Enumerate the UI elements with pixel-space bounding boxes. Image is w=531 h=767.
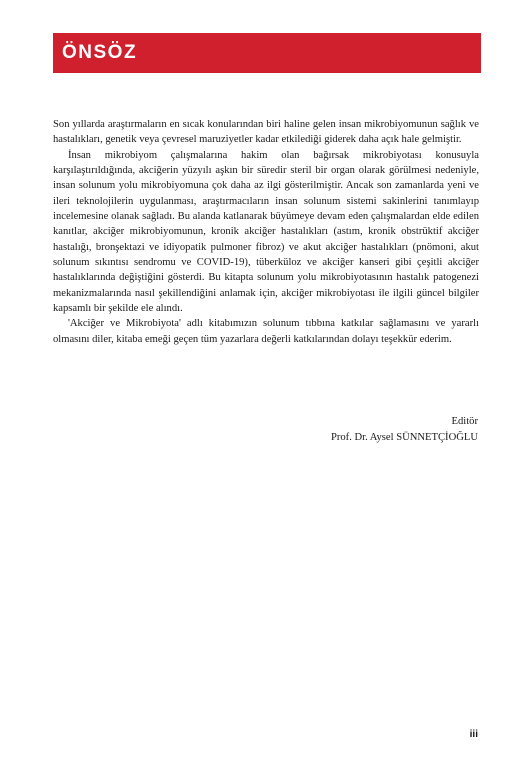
paragraph-2: İnsan mikrobiyom çalışmalarına hakim olan bağırsak mikrobiyotası konusuyla karşılaştırıldığında, akciğerin yüzyılı aşkın bir süredir steril bir organ olarak görülmesi nedeniyle, insan solunum yolu mikrobiyomuna çok daha az ilgi gösterilmiştir. Ancak son zamanlarda yeni ve ileri teknolojilerin uygulanması, araştırmacıların insan solunum sistemi sakinlerini tanımlayıp incelemesine olanak sağladı. Bu alanda katlanarak büyümeye devam eden çalışmalardan elde edilen kanıtlar, akciğer mikrobiyomunun, kronik akciğer hastalıkları (astım, kronik obstrüktif akciğer hastalığı, bronşektazi ve idiyopatik pulmoner fibroz) ve akut akciğer hastalıkları (pnömoni, akut solunum sıkıntısı sendromu ve COVID-19), tüberküloz ve akciğer kanseri gibi çeşitli akciğer hastalıklarında değiştiğini gösterdi. Bu kitapta solunum yolu mikrobiyotasının hastalık patogenezi mekanizmalarında nasıl şekillendiğini anlamak için, akciğer mikrobiyotası ile ilgili güncel bilgiler kapsamlı bir şekilde ele alındı. xyxy=(53,149,479,315)
preface-body xyxy=(53,117,479,347)
page-title: ÖNSÖZ xyxy=(62,42,138,63)
signature-role: Editör xyxy=(451,416,478,427)
paragraph-3: 'Akciğer ve Mikrobiyota' adlı kitabımızın solunum tıbbına katkılar sağlamasını ve yararlı olmasını diler, kitaba emeği geçen tüm yazarlara değerli katkılarından dolayı teşekkür ederim. xyxy=(53,318,479,345)
signature-name: Prof. Dr. Aysel SÜNNETÇİOĞLU xyxy=(330,431,478,443)
signature-block xyxy=(331,414,478,445)
page-number: iii xyxy=(469,729,478,740)
paragraph-1: Son yıllarda araştırmaların en sıcak konularından biri haline gelen insan mikrobiyomunun sağlık ve hastalıkları, genetik veya çevresel maruziyetler kadar etkilediği giderek daha açık hale gelmiştir. xyxy=(53,119,479,146)
